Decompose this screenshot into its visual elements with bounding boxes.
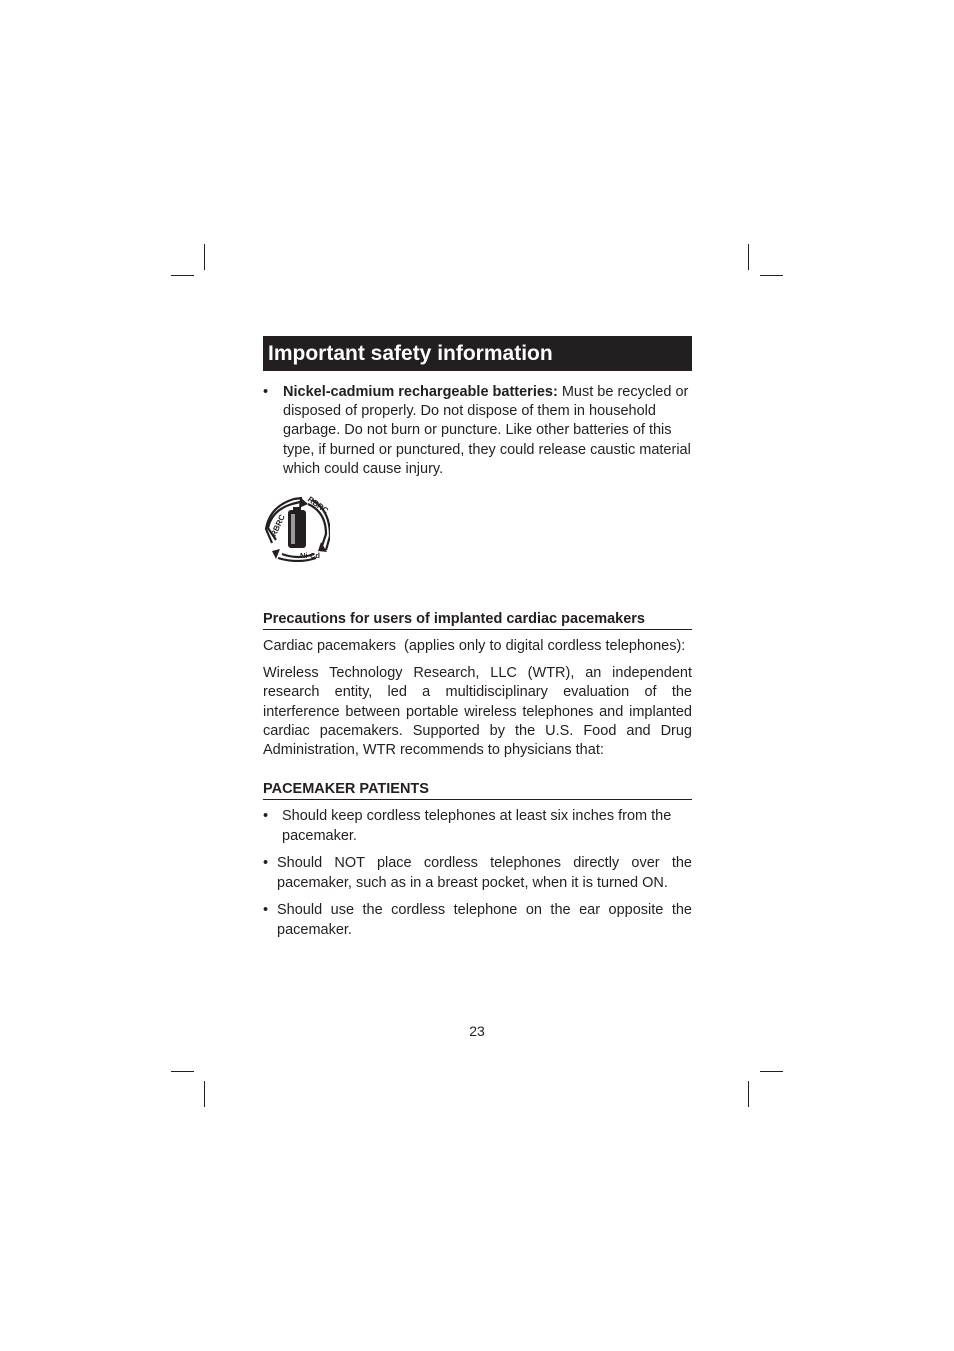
pacemaker-body: Wireless Technology Research, LLC (WTR), an independent research entity, led a multidisciplinary evaluation of the interference between portable wireless telephones and implanted cardiac pacemakers. Supported by the U.S. Food and Drug Administration, WTR recommends to physicians that:	[263, 665, 692, 759]
crop-mark	[204, 244, 205, 270]
list-item-text: Should keep cordless telephones at least six inches from the pacemaker.	[282, 808, 672, 844]
crop-mark	[204, 1081, 205, 1107]
crop-mark	[171, 1071, 194, 1072]
battery-notice-label: Nickel-cadmium rechargeable batteries:	[283, 384, 558, 400]
patients-section-heading: PACEMAKER PATIENTS	[263, 780, 692, 800]
bullet: •	[263, 808, 269, 825]
bullet: •	[263, 855, 269, 872]
seal-text-right: RBRC	[305, 496, 330, 516]
rbrc-recycle-icon	[264, 496, 330, 562]
list-item-text: Should use the cordless telephone on the ear opposite the pacemaker.	[277, 902, 692, 938]
crop-mark	[760, 275, 783, 276]
crop-mark	[748, 1081, 749, 1107]
seal-text-bottom: Ni-Cd	[300, 551, 320, 561]
crop-mark	[748, 244, 749, 270]
battery-notice-text: Must be recycled or disposed of properly. Do not dispose of them in household garbage. Do not burn or puncture. Like other batteries of this type, if burned or punctured, they could release caustic material which could cause injury.	[283, 384, 691, 477]
crop-mark	[171, 275, 194, 276]
page-content	[263, 336, 692, 948]
seal-text-left: RBRC	[268, 513, 287, 538]
patients-list	[263, 807, 692, 940]
page-number: 23	[469, 1023, 485, 1039]
list-item	[263, 901, 692, 940]
pacemaker-section-heading: Precautions for users of implanted cardiac pacemakers	[263, 610, 692, 630]
crop-mark	[760, 1071, 783, 1072]
list-item-text: Should NOT place cordless telephones directly over the pacemaker, such as in a breast pocket, when it is turned ON.	[277, 855, 692, 891]
page-title: Important safety information	[263, 336, 692, 371]
battery-notice	[263, 383, 692, 479]
bullet: •	[263, 384, 269, 400]
bullet: •	[263, 902, 269, 919]
list-item	[263, 854, 692, 893]
list-item	[263, 807, 692, 846]
pacemaker-intro: Cardiac pacemakers (applies only to digital cordless telephones):	[263, 638, 686, 655]
